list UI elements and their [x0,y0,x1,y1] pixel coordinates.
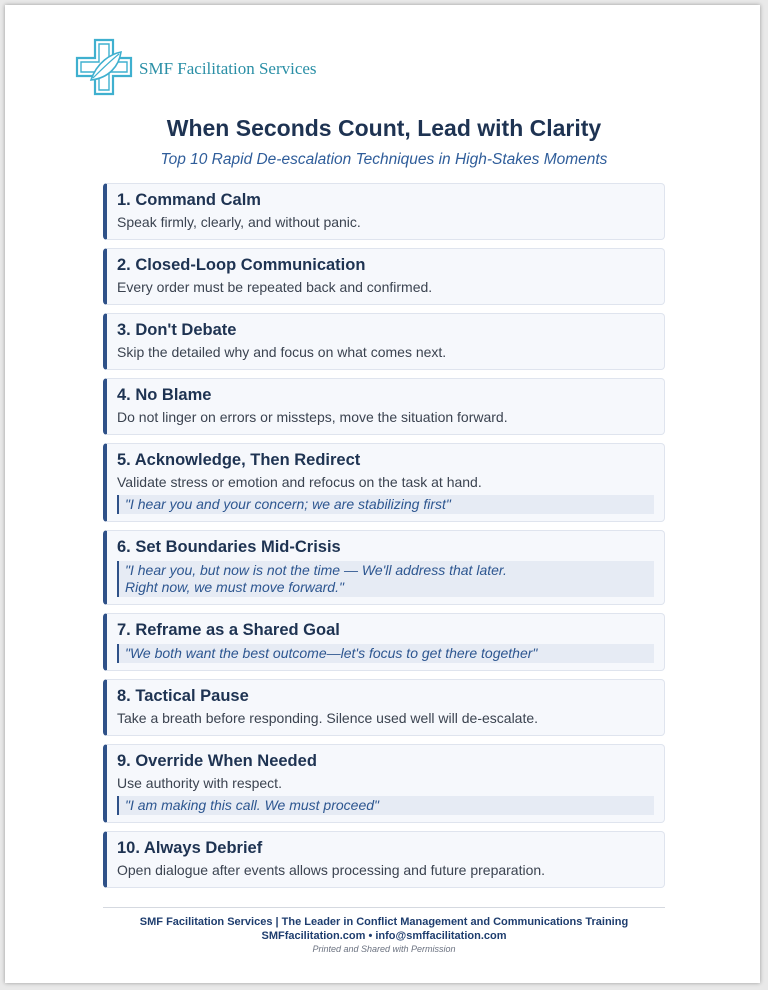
technique-title: 9. Override When Needed [117,752,317,770]
technique-card [103,248,665,305]
document-page [5,5,760,983]
brand-name: SMF Facilitation Services [139,59,317,78]
technique-description: Use authority with respect. [117,775,282,791]
technique-card [103,679,665,736]
technique-card [103,443,665,522]
technique-title: 5. Acknowledge, Then Redirect [117,451,361,469]
techniques-list [103,183,665,896]
technique-card [103,313,665,370]
technique-quote [117,561,654,597]
technique-card [103,613,665,671]
footer-tagline: SMF Facilitation Services | The Leader in Conflict Management and Communications Training [139,916,629,928]
brand-logo [75,38,317,96]
technique-title: 6. Set Boundaries Mid-Crisis [117,538,341,556]
technique-description: Speak firmly, clearly, and without panic. [117,214,361,230]
technique-description: Skip the detailed why and focus on what comes next. [117,344,447,360]
technique-quote: "I am making this call. We must proceed" [117,796,654,815]
technique-description: Every order must be repeated back and confirmed. [117,279,433,295]
footer-divider [103,907,665,908]
technique-description: Open dialogue after events allows processing and future preparation. [117,862,546,878]
technique-title: 3. Don't Debate [117,321,237,339]
technique-quote: "I hear you and your concern; we are stabilizing first" [117,495,654,514]
technique-title: 1. Command Calm [117,191,261,209]
footer-contact: SMFfacilitation.com • info@smffacilitation.com [261,930,507,942]
technique-card [103,744,665,823]
technique-description: Take a breath before responding. Silence used well will de-escalate. [117,710,539,726]
technique-title: 7. Reframe as a Shared Goal [117,621,340,639]
technique-card [103,378,665,435]
page-title: When Seconds Count, Lead with Clarity [166,115,602,141]
page-footer [5,907,763,954]
technique-card [103,530,665,605]
technique-description: Do not linger on errors or missteps, move the situation forward. [117,409,508,425]
technique-title: 4. No Blame [117,386,212,404]
technique-quote-line: "I hear you, but now is not the time — We'll address that later. [125,562,507,578]
technique-title: 8. Tactical Pause [117,687,249,705]
footer-permission-note: Printed and Shared with Permission [312,944,456,954]
page-subtitle: Top 10 Rapid De-escalation Techniques in High-Stakes Moments [160,151,608,168]
technique-title: 10. Always Debrief [117,839,263,857]
technique-description: Validate stress or emotion and refocus on the task at hand. [117,474,482,490]
technique-quote-line: Right now, we must move forward." [125,579,344,595]
cross-leaf-logo-icon [75,38,133,96]
technique-title: 2. Closed-Loop Communication [117,256,366,274]
technique-quote: "We both want the best outcome—let's focus to get there together" [117,644,654,663]
technique-card [103,183,665,240]
technique-card [103,831,665,888]
